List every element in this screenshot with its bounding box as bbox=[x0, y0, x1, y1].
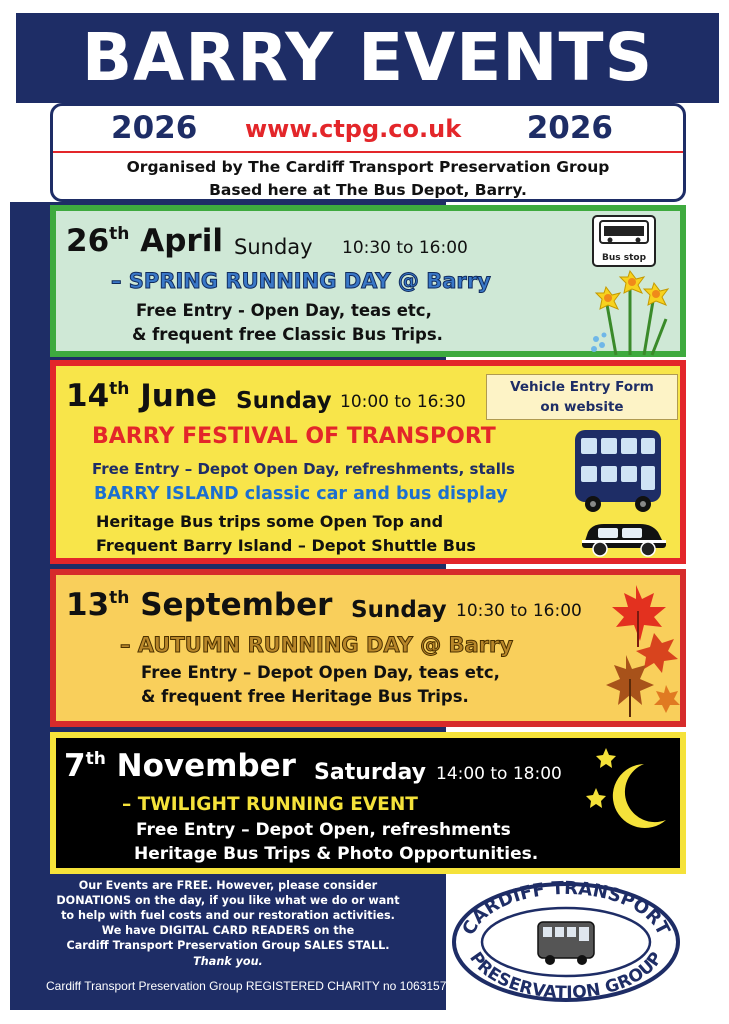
event-title: – SPRING RUNNING DAY @ Barry bbox=[111, 269, 491, 293]
event-date: 26th April bbox=[66, 223, 223, 259]
bus-stop-sign-icon bbox=[592, 215, 656, 267]
bus-icon bbox=[538, 922, 594, 965]
daffodils-icon bbox=[586, 269, 678, 357]
page-title: BARRY EVENTS bbox=[81, 19, 654, 96]
header-banner bbox=[16, 13, 719, 103]
year-right: 2026 bbox=[526, 110, 613, 146]
event-time: 14:00 to 18:00 bbox=[436, 764, 562, 784]
svg-text:Bus stop: Bus stop bbox=[601, 253, 647, 263]
event-line: & frequent free Heritage Bus Trips. bbox=[141, 687, 469, 706]
location-text: Based here at The Bus Depot, Barry. bbox=[209, 181, 527, 199]
year-left: 2026 bbox=[111, 110, 198, 146]
event-line: Free Entry – Depot Open, refreshments bbox=[136, 820, 511, 840]
event-date: 14th June bbox=[66, 378, 217, 414]
event-time: 10:30 to 16:00 bbox=[456, 601, 582, 621]
footer-line: DONATIONS on the day, if you like what we do or want bbox=[56, 894, 400, 907]
double-decker-bus-icon bbox=[571, 426, 665, 514]
organiser-text: Organised by The Cardiff Transport Preservation Group bbox=[126, 158, 610, 176]
footer-line: Our Events are FREE. However, please consider bbox=[78, 879, 378, 892]
event-line: Free Entry – Depot Open Day, refreshments, stalls bbox=[92, 460, 515, 478]
footer-line: Cardiff Transport Preservation Group SALES STALL. bbox=[66, 939, 390, 952]
event-line: Free Entry – Depot Open Day, teas etc, bbox=[141, 663, 500, 682]
event-line: BARRY ISLAND classic car and bus display bbox=[94, 484, 508, 504]
event-title: – TWILIGHT RUNNING EVENT bbox=[122, 794, 418, 815]
event-line: & frequent free Classic Bus Trips. bbox=[132, 325, 443, 344]
vehicle-entry-note bbox=[486, 374, 678, 420]
moon-and-stars-icon bbox=[586, 744, 676, 834]
event-date: 13th September bbox=[66, 587, 333, 623]
event-autumn bbox=[50, 569, 686, 727]
divider bbox=[53, 151, 683, 153]
event-line: Free Entry - Open Day, teas etc, bbox=[136, 301, 432, 320]
svg-text:PRESERVATION GROUP: PRESERVATION GROUP bbox=[465, 948, 667, 1004]
event-line: Frequent Barry Island – Depot Shuttle Bus bbox=[96, 536, 476, 555]
event-day: Saturday bbox=[314, 760, 426, 785]
event-time: 10:30 to 16:00 bbox=[342, 238, 468, 258]
event-day: Sunday bbox=[234, 235, 313, 259]
footer-line: Thank you. bbox=[193, 955, 263, 968]
footer-line: to help with fuel costs and our restoration activities. bbox=[61, 909, 395, 922]
footer-line: We have DIGITAL CARD READERS on the bbox=[101, 924, 355, 937]
info-box bbox=[50, 103, 686, 202]
event-title: BARRY FESTIVAL OF TRANSPORT bbox=[92, 424, 496, 449]
event-day: Sunday bbox=[351, 597, 447, 623]
note-line: on website bbox=[540, 399, 624, 415]
event-day: Sunday bbox=[236, 388, 332, 414]
event-line: Heritage Bus Trips & Photo Opportunities. bbox=[134, 844, 539, 864]
website-link[interactable]: www.ctpg.co.uk bbox=[245, 115, 462, 143]
event-festival bbox=[50, 360, 686, 564]
event-date: 7th November bbox=[64, 748, 296, 784]
event-title: – AUTUMN RUNNING DAY @ Barry bbox=[120, 633, 514, 657]
note-line: Vehicle Entry Form bbox=[510, 379, 654, 395]
classic-car-icon bbox=[578, 514, 670, 558]
charity-number: Cardiff Transport Preservation Group REGISTERED CHARITY no 1063157 bbox=[46, 979, 447, 993]
svg-text:CARDIFF TRANSPORT: CARDIFF TRANSPORT bbox=[458, 880, 674, 939]
ctpg-logo bbox=[450, 880, 682, 1004]
autumn-leaves-icon bbox=[596, 581, 682, 721]
event-twilight bbox=[50, 732, 686, 874]
event-line: Heritage Bus trips some Open Top and bbox=[96, 512, 444, 531]
event-spring bbox=[50, 205, 686, 357]
event-time: 10:00 to 16:30 bbox=[340, 392, 466, 412]
